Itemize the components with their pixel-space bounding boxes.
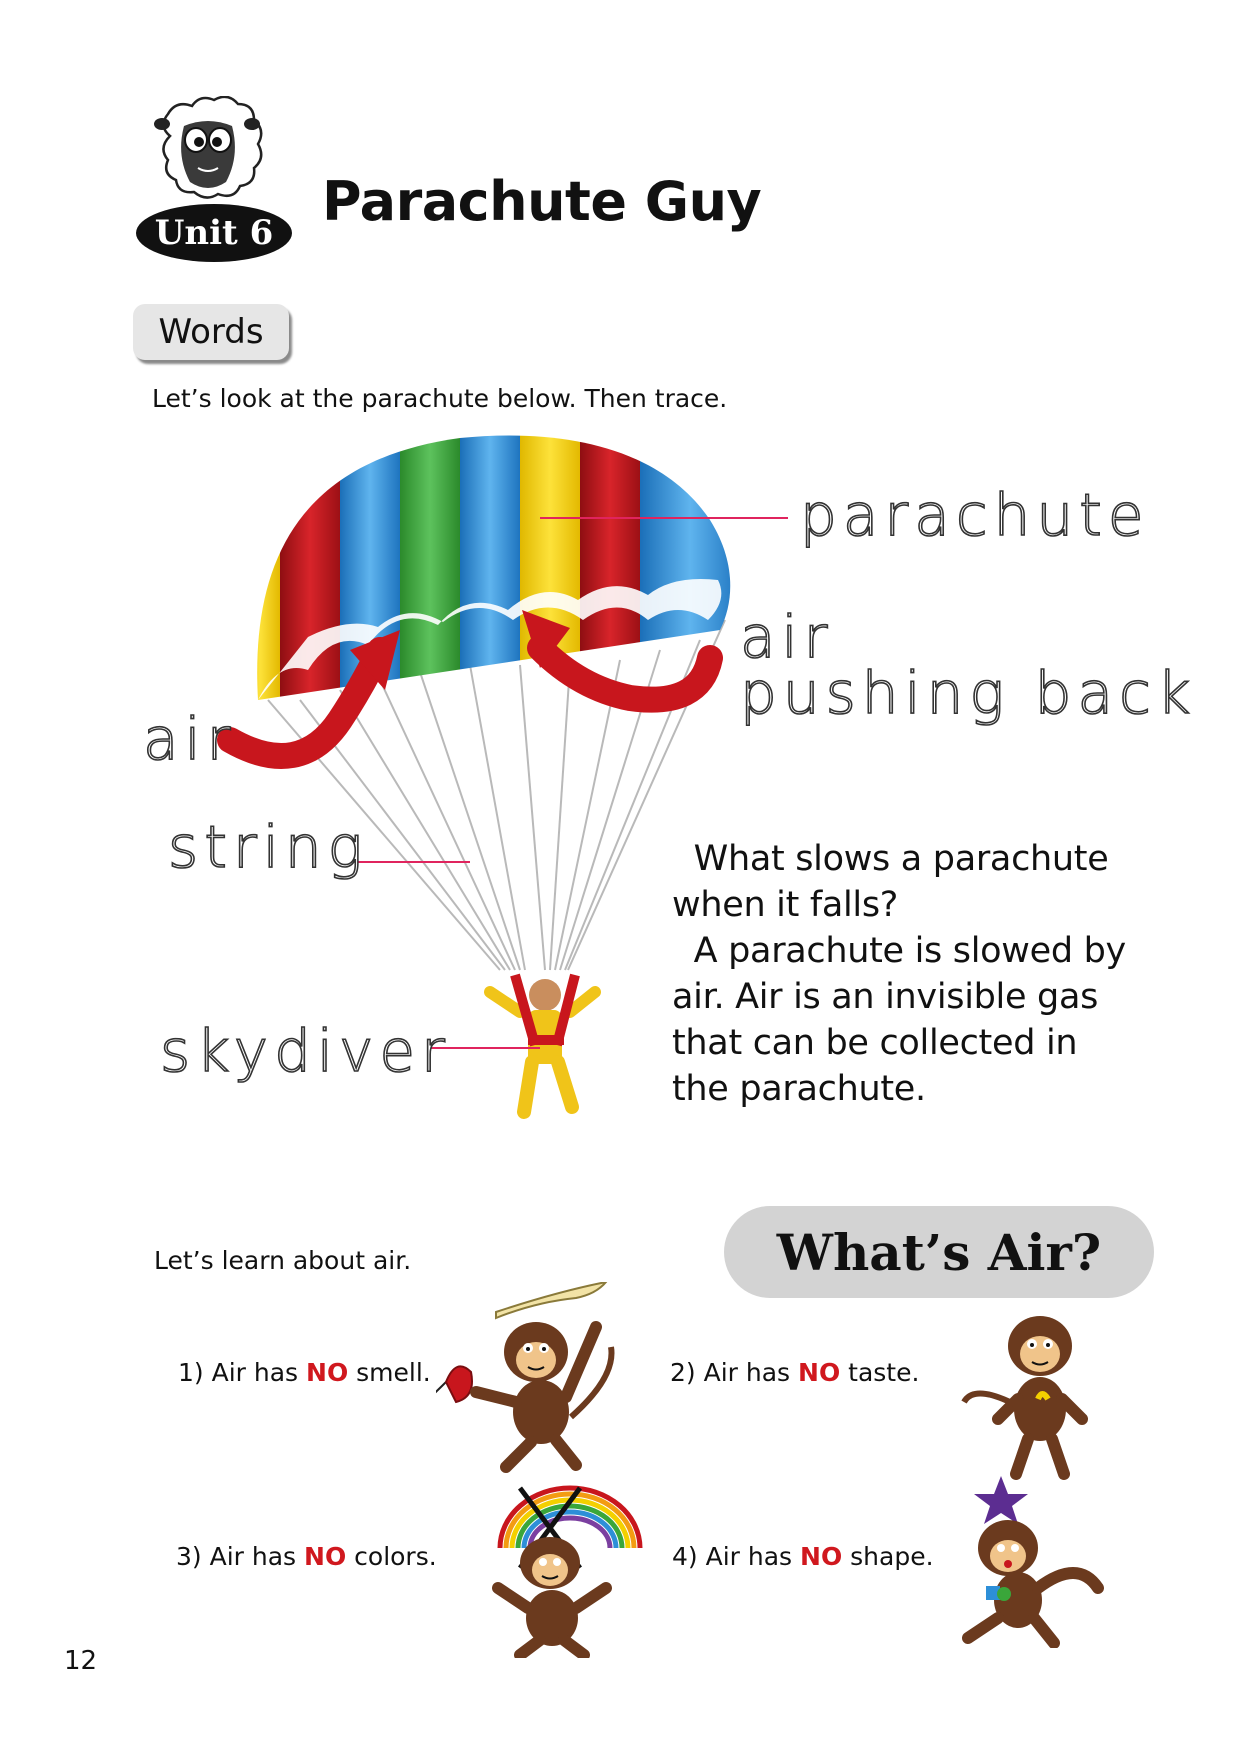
trace-word-skydiver: skydiver — [160, 1017, 451, 1085]
trace-word-air: air — [143, 705, 237, 773]
monkey-colors-icon — [470, 1478, 670, 1658]
trace-word-air-pushing: air — [740, 603, 834, 671]
fact-item: 4) Air has NO shape. — [672, 1542, 934, 1571]
page-number: 12 — [64, 1646, 98, 1676]
fact-item: 2) Air has NO taste. — [670, 1358, 920, 1387]
explanation-question: What slows a parachute when it falls? — [672, 839, 1109, 925]
explanation-answer: A parachute is slowed by air. Air is an invisible gas that can be collected in the parachute. — [672, 931, 1126, 1109]
trace-word-parachute: parachute — [800, 481, 1150, 549]
trace-word-pushing-back: pushing back — [740, 659, 1197, 727]
fact-item: 1) Air has NO smell. — [178, 1358, 431, 1387]
monkey-shape-icon — [946, 1468, 1146, 1648]
fact-item: 3) Air has NO colors. — [176, 1542, 437, 1571]
rainbow-icon — [500, 1488, 640, 1548]
page-title: Parachute Guy — [322, 170, 762, 233]
star-icon — [974, 1476, 1028, 1524]
flower-icon — [446, 1366, 472, 1402]
words-tab: Words — [133, 304, 289, 360]
air-instruction: Let’s learn about air. — [154, 1246, 412, 1275]
trace-word-string: string — [168, 813, 369, 881]
monkey-taste-icon — [940, 1304, 1140, 1484]
explanation-text — [672, 836, 1142, 1112]
words-instruction: Let’s look at the parachute below. Then trace. — [152, 384, 728, 413]
unit-badge: Unit 6 — [136, 204, 292, 262]
monkey-smell-icon — [436, 1282, 626, 1482]
whats-air-heading: What’s Air? — [724, 1206, 1154, 1298]
